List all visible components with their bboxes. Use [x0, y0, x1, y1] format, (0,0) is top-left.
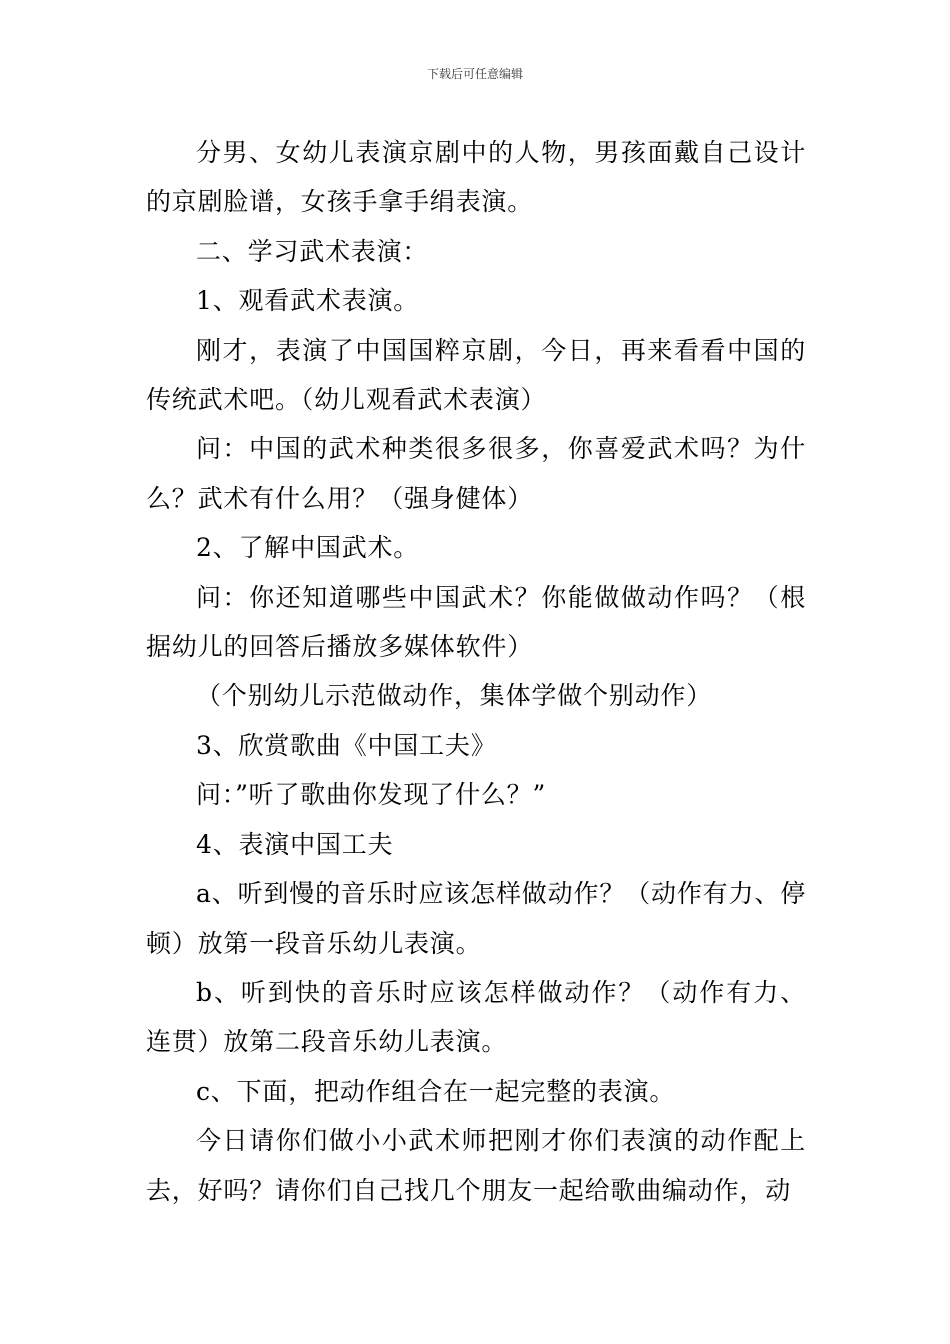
step-appreciate-song: 3、欣赏歌曲《中国工夫》: [196, 730, 497, 760]
section-heading-martial-arts: 二、学习武术表演：: [196, 236, 429, 266]
paragraph-traditional-martial-arts: 刚才，表演了中国国粹京剧，今日，再来看看中国的传统武术吧。（幼儿观看武术表演）: [146, 335, 806, 415]
item-slow-music: a、听到慢的音乐时应该怎样做动作？（动作有力、停顿）放第一段音乐幼儿表演。: [146, 879, 806, 958]
item-fast-music: b、听到快的音乐时应该怎样做动作？（动作有力、连贯）放第二段音乐幼儿表演。: [146, 977, 806, 1057]
question-martial-arts-types: 问：中国的武术种类很多很多，你喜爱武术吗？为什么？武术有什么用？（强身健体）: [146, 434, 806, 513]
step-perform-kungfu: 4、表演中国工夫: [196, 829, 394, 859]
step-understand-martial-arts: 2、了解中国武术。: [196, 533, 420, 563]
item-combine-actions: c、下面，把动作组合在一起完整的表演。: [196, 1076, 676, 1106]
document-body: [146, 128, 806, 1215]
page-header: 下载后可任意编辑: [426, 67, 523, 81]
step-watch-martial-arts: 1、观看武术表演。: [196, 286, 420, 316]
paragraph-demonstration: （个别幼儿示范做动作，集体学做个别动作）: [196, 681, 713, 711]
paragraph-little-martial-artist: 今日请你们做小小武术师把刚才你们表演的动作配上去，好吗？请你们自己找几个朋友一起给歌曲编动作，动: [146, 1126, 806, 1205]
paragraph-opera-performance: 分男、女幼儿表演京剧中的人物，男孩面戴自己设计的京剧脸谱，女孩手拿手绢表演。: [146, 138, 806, 217]
question-known-martial-arts: 问：你还知道哪些中国武术？你能做做动作吗？（根据幼儿的回答后播放多媒体软件）: [146, 582, 806, 662]
question-song-discovery: 问：”听了歌曲你发现了什么？”: [196, 780, 547, 810]
